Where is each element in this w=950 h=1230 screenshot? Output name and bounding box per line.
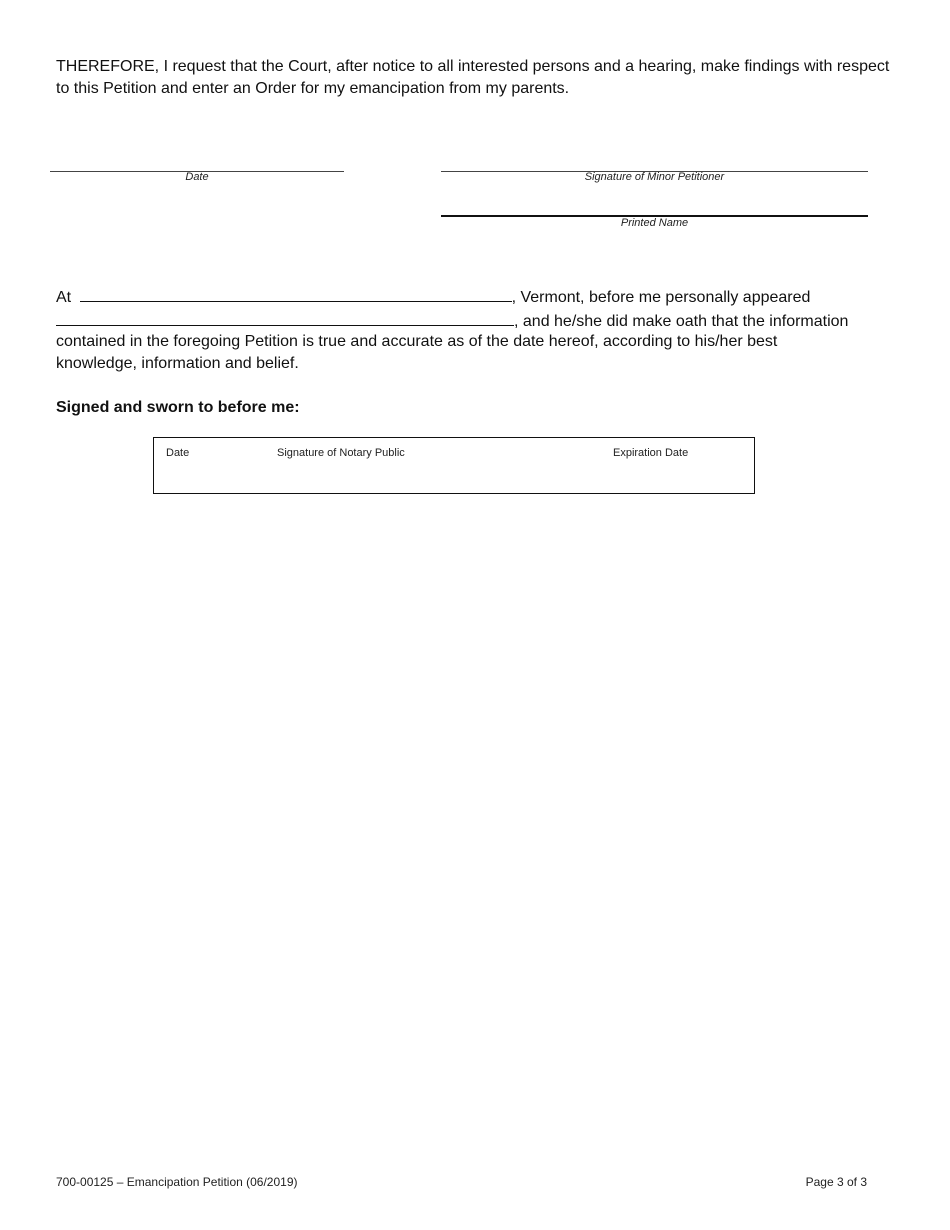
oath-line-3: contained in the foregoing Petition is true and accurate as of the date hereof, according to his/her best [56,333,778,350]
therefore-statement: THEREFORE, I request that the Court, after notice to all interested persons and a hearing, make findings with respect to this Petition and enter an Order for my emancipation from my parents. [56,58,890,97]
location-blank[interactable] [80,285,512,302]
oath-line-2 [56,309,848,333]
notary-box [153,437,755,494]
form-identifier: 700-00125 – Emancipation Petition (06/2019) [56,1175,298,1189]
petitioner-signature-label: Signature of Minor Petitioner [584,171,725,183]
at-label: At [56,289,72,306]
notary-signature-label: Signature of Notary Public [277,447,405,459]
printed-name-label: Printed Name [620,217,689,229]
date-label: Date [185,171,209,183]
oath-line-4: knowledge, information and belief. [56,355,299,372]
sworn-heading: Signed and sworn to before me: [56,399,300,416]
oath-line-1 [56,285,810,309]
notary-expiration-label: Expiration Date [613,447,689,459]
location-suffix: , Vermont, before me personally appeared [511,289,811,306]
notary-date-label: Date [166,447,190,459]
appeared-suffix: , and he/she did make oath that the information [514,313,849,330]
appeared-name-blank[interactable] [56,309,514,326]
page-number: Page 3 of 3 [805,1175,867,1189]
